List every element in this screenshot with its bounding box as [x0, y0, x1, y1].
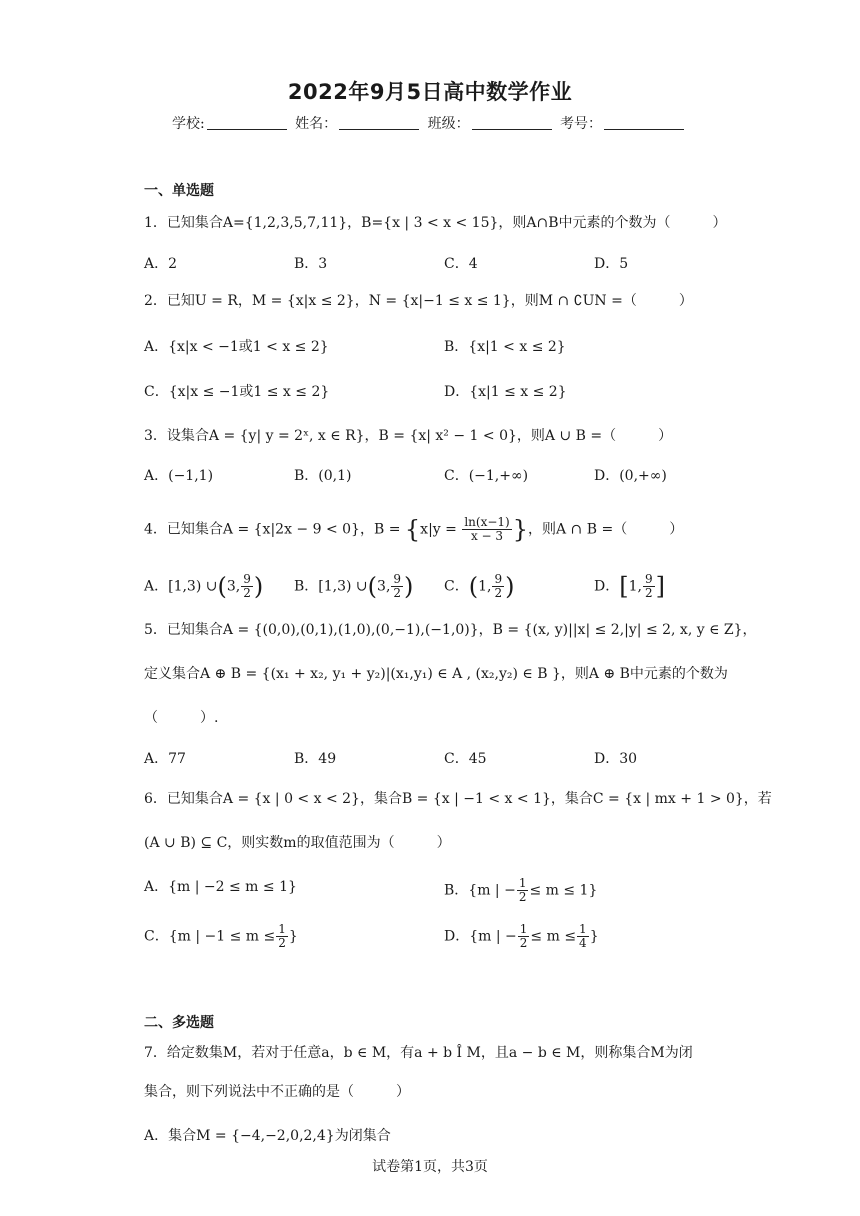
section-single-choice: 一、单选题	[144, 183, 214, 199]
option-text: D．{m | −	[444, 928, 517, 945]
fraction-one-quarter	[577, 923, 589, 950]
fraction-one-half	[517, 877, 529, 904]
option-text: }	[288, 928, 298, 945]
option-text: C．{m | −1 ≤ m ≤	[144, 928, 276, 945]
question-1-option-c[interactable]: C．4	[444, 256, 478, 272]
fraction-numerator: 1	[519, 922, 528, 936]
question-3-option-b[interactable]: B．(0,1)	[294, 468, 352, 484]
fraction-numerator: 9	[393, 572, 402, 586]
name-blank[interactable]	[339, 115, 419, 130]
exam-number-blank[interactable]	[604, 115, 684, 130]
fraction-nine-halves	[391, 573, 403, 600]
fraction-one-half	[518, 923, 530, 950]
question-5-option-c[interactable]: C．45	[444, 751, 487, 767]
question-2-option-d[interactable]: D．{x|1 ≤ x ≤ 2}	[444, 384, 567, 400]
page-footer: 试卷第1页，共3页	[372, 1159, 488, 1175]
close-paren: )	[404, 572, 414, 601]
close-paren: )	[505, 572, 515, 601]
option-text: ≤ m ≤	[530, 928, 577, 945]
question-4-stem-end: ，则A ∩ B =（ ）	[528, 521, 684, 538]
exam-number-label: 考号：	[560, 116, 603, 132]
fraction-nine-halves	[492, 573, 504, 600]
question-5-stem-line-1: 5．已知集合A = {(0,0),(0,1),(1,0),(0,−1),(−1,0)}，B = {(x, y)||x| ≤ 2,|y| ≤ 2, x, y ∈ Z}，	[144, 622, 757, 638]
question-5-stem-line-2: 定义集合A ⊕ B = {(x₁ + x₂, y₁ + y₂)|(x₁,y₁) ∈ A , (x₂,y₂) ∈ B }，则A ⊕ B中元素的个数为	[144, 666, 728, 682]
question-1-option-a[interactable]: A．2	[144, 256, 178, 272]
fraction-numerator: 1	[518, 876, 527, 890]
question-4-stem-start: 4．已知集合A = {x|2x − 9 < 0}，B =	[144, 521, 401, 538]
question-6-option-b[interactable]	[444, 877, 597, 904]
option-text: C．	[444, 578, 469, 595]
fraction-denominator: 2	[519, 936, 528, 950]
fraction-numerator: 9	[243, 572, 251, 586]
question-6-option-d[interactable]	[444, 923, 599, 950]
option-text: 1,	[628, 578, 642, 595]
fraction-denominator: 2	[393, 586, 402, 600]
question-4-stem	[144, 516, 683, 543]
name-label: 姓名：	[295, 116, 338, 132]
question-4-option-b[interactable]	[294, 573, 413, 600]
question-1-stem: 1．已知集合A={1,2,3,5,7,11}，B={x | 3 < x < 15}，则A∩B中元素的个数为（ ）	[144, 215, 727, 231]
question-2-option-c[interactable]: C．{x|x ≤ −1或1 ≤ x ≤ 2}	[144, 384, 330, 400]
question-1-option-d[interactable]: D．5	[594, 256, 629, 272]
question-3-stem: 3．设集合A = {y| y = 2ˣ, x ∈ R}，B = {x| x² − 1 < 0}，则A ∪ B =（ ）	[144, 428, 673, 444]
open-paren: (	[217, 572, 227, 601]
section-multiple-choice: 二、多选题	[144, 1015, 214, 1031]
question-4-option-a[interactable]	[144, 573, 263, 600]
question-6-option-c[interactable]	[144, 923, 298, 950]
option-text: }	[589, 928, 599, 945]
question-5-option-b[interactable]: B．49	[294, 751, 337, 767]
fraction-numerator: 9	[494, 572, 503, 586]
question-1-option-b[interactable]: B．3	[294, 256, 328, 272]
page-title: 2022年9月5日高中数学作业	[287, 80, 573, 104]
fraction-denominator: 2	[243, 586, 251, 600]
option-text: A．[1,3) ∪	[144, 578, 218, 595]
option-text: B．[1,3) ∪	[294, 578, 368, 595]
question-2-option-a[interactable]: A．{x|x < −1或1 < x ≤ 2}	[144, 339, 329, 355]
open-bracket: [	[619, 572, 629, 601]
question-7-stem-line-2: 集合，则下列说法中不正确的是（ ）	[144, 1084, 410, 1100]
fraction-denominator: 2	[518, 890, 527, 904]
school-label: 学校:	[171, 116, 205, 132]
left-brace: {	[404, 515, 421, 544]
option-text: 1,	[478, 578, 492, 595]
option-text: D．	[594, 578, 620, 595]
question-7-stem-line-1: 7．给定数集M，若对于任意a，b ∈ M，有a + b Î M，且a − b ∈ M，则称集合M为闭	[144, 1045, 693, 1061]
question-6-option-a[interactable]: A．{m | −2 ≤ m ≤ 1}	[144, 879, 297, 895]
question-3-option-a[interactable]: A．(−1,1)	[144, 468, 214, 484]
class-label: 班级：	[427, 116, 470, 132]
close-paren: )	[253, 572, 264, 601]
class-blank[interactable]	[472, 115, 552, 130]
fraction-denominator: 2	[644, 586, 653, 600]
fraction-numerator: 9	[644, 572, 653, 586]
question-4-fraction	[462, 516, 511, 543]
question-5-option-a[interactable]: A．77	[144, 751, 186, 767]
question-4-set-condition: x|y =	[420, 521, 457, 538]
option-text: B．{m | −	[444, 882, 516, 899]
school-blank[interactable]	[207, 115, 287, 130]
question-3-option-d[interactable]: D．(0,+∞)	[594, 468, 667, 484]
question-6-stem-line-2: (A ∪ B) ⊆ C，则实数m的取值范围为（ ）	[144, 835, 451, 851]
fraction-nine-halves	[643, 573, 655, 600]
option-text: ≤ m ≤ 1}	[529, 882, 598, 899]
question-3-option-c[interactable]: C．(−1,+∞)	[444, 468, 529, 484]
fraction-denominator: 2	[494, 586, 503, 600]
fraction-denominator: x − 3	[470, 529, 504, 543]
fraction-numerator: 1	[278, 922, 286, 936]
fraction-numerator: ln(x−1)	[464, 515, 510, 529]
option-text: 3,	[226, 578, 241, 595]
student-info-line	[0, 113, 860, 133]
open-paren: (	[367, 572, 378, 601]
option-text: 3,	[377, 578, 391, 595]
right-brace: }	[512, 515, 528, 544]
question-2-stem: 2．已知U = R，M = {x|x ≤ 2}，N = {x|−1 ≤ x ≤ 1}，则M ∩ ∁UN =（ ）	[144, 293, 693, 309]
question-4-option-c[interactable]	[444, 573, 514, 600]
question-4-option-d[interactable]	[594, 573, 665, 600]
question-6-stem-line-1: 6．已知集合A = {x | 0 < x < 2}，集合B = {x | −1 < x < 1}，集合C = {x | mx + 1 > 0}，若	[144, 791, 772, 807]
fraction-numerator: 1	[579, 922, 587, 936]
question-5-stem-line-3: （ ）.	[144, 710, 219, 726]
fraction-denominator: 2	[278, 936, 286, 950]
close-bracket: ]	[655, 572, 665, 601]
fraction-denominator: 4	[579, 936, 587, 950]
question-7-option-a[interactable]: A．集合M = {−4,−2,0,2,4}为闭集合	[144, 1128, 391, 1144]
fraction-one-half	[276, 923, 288, 950]
question-5-option-d[interactable]: D．30	[594, 751, 638, 767]
fraction-nine-halves	[241, 573, 253, 600]
open-paren: (	[468, 572, 479, 601]
question-2-option-b[interactable]: B．{x|1 < x ≤ 2}	[444, 339, 566, 355]
